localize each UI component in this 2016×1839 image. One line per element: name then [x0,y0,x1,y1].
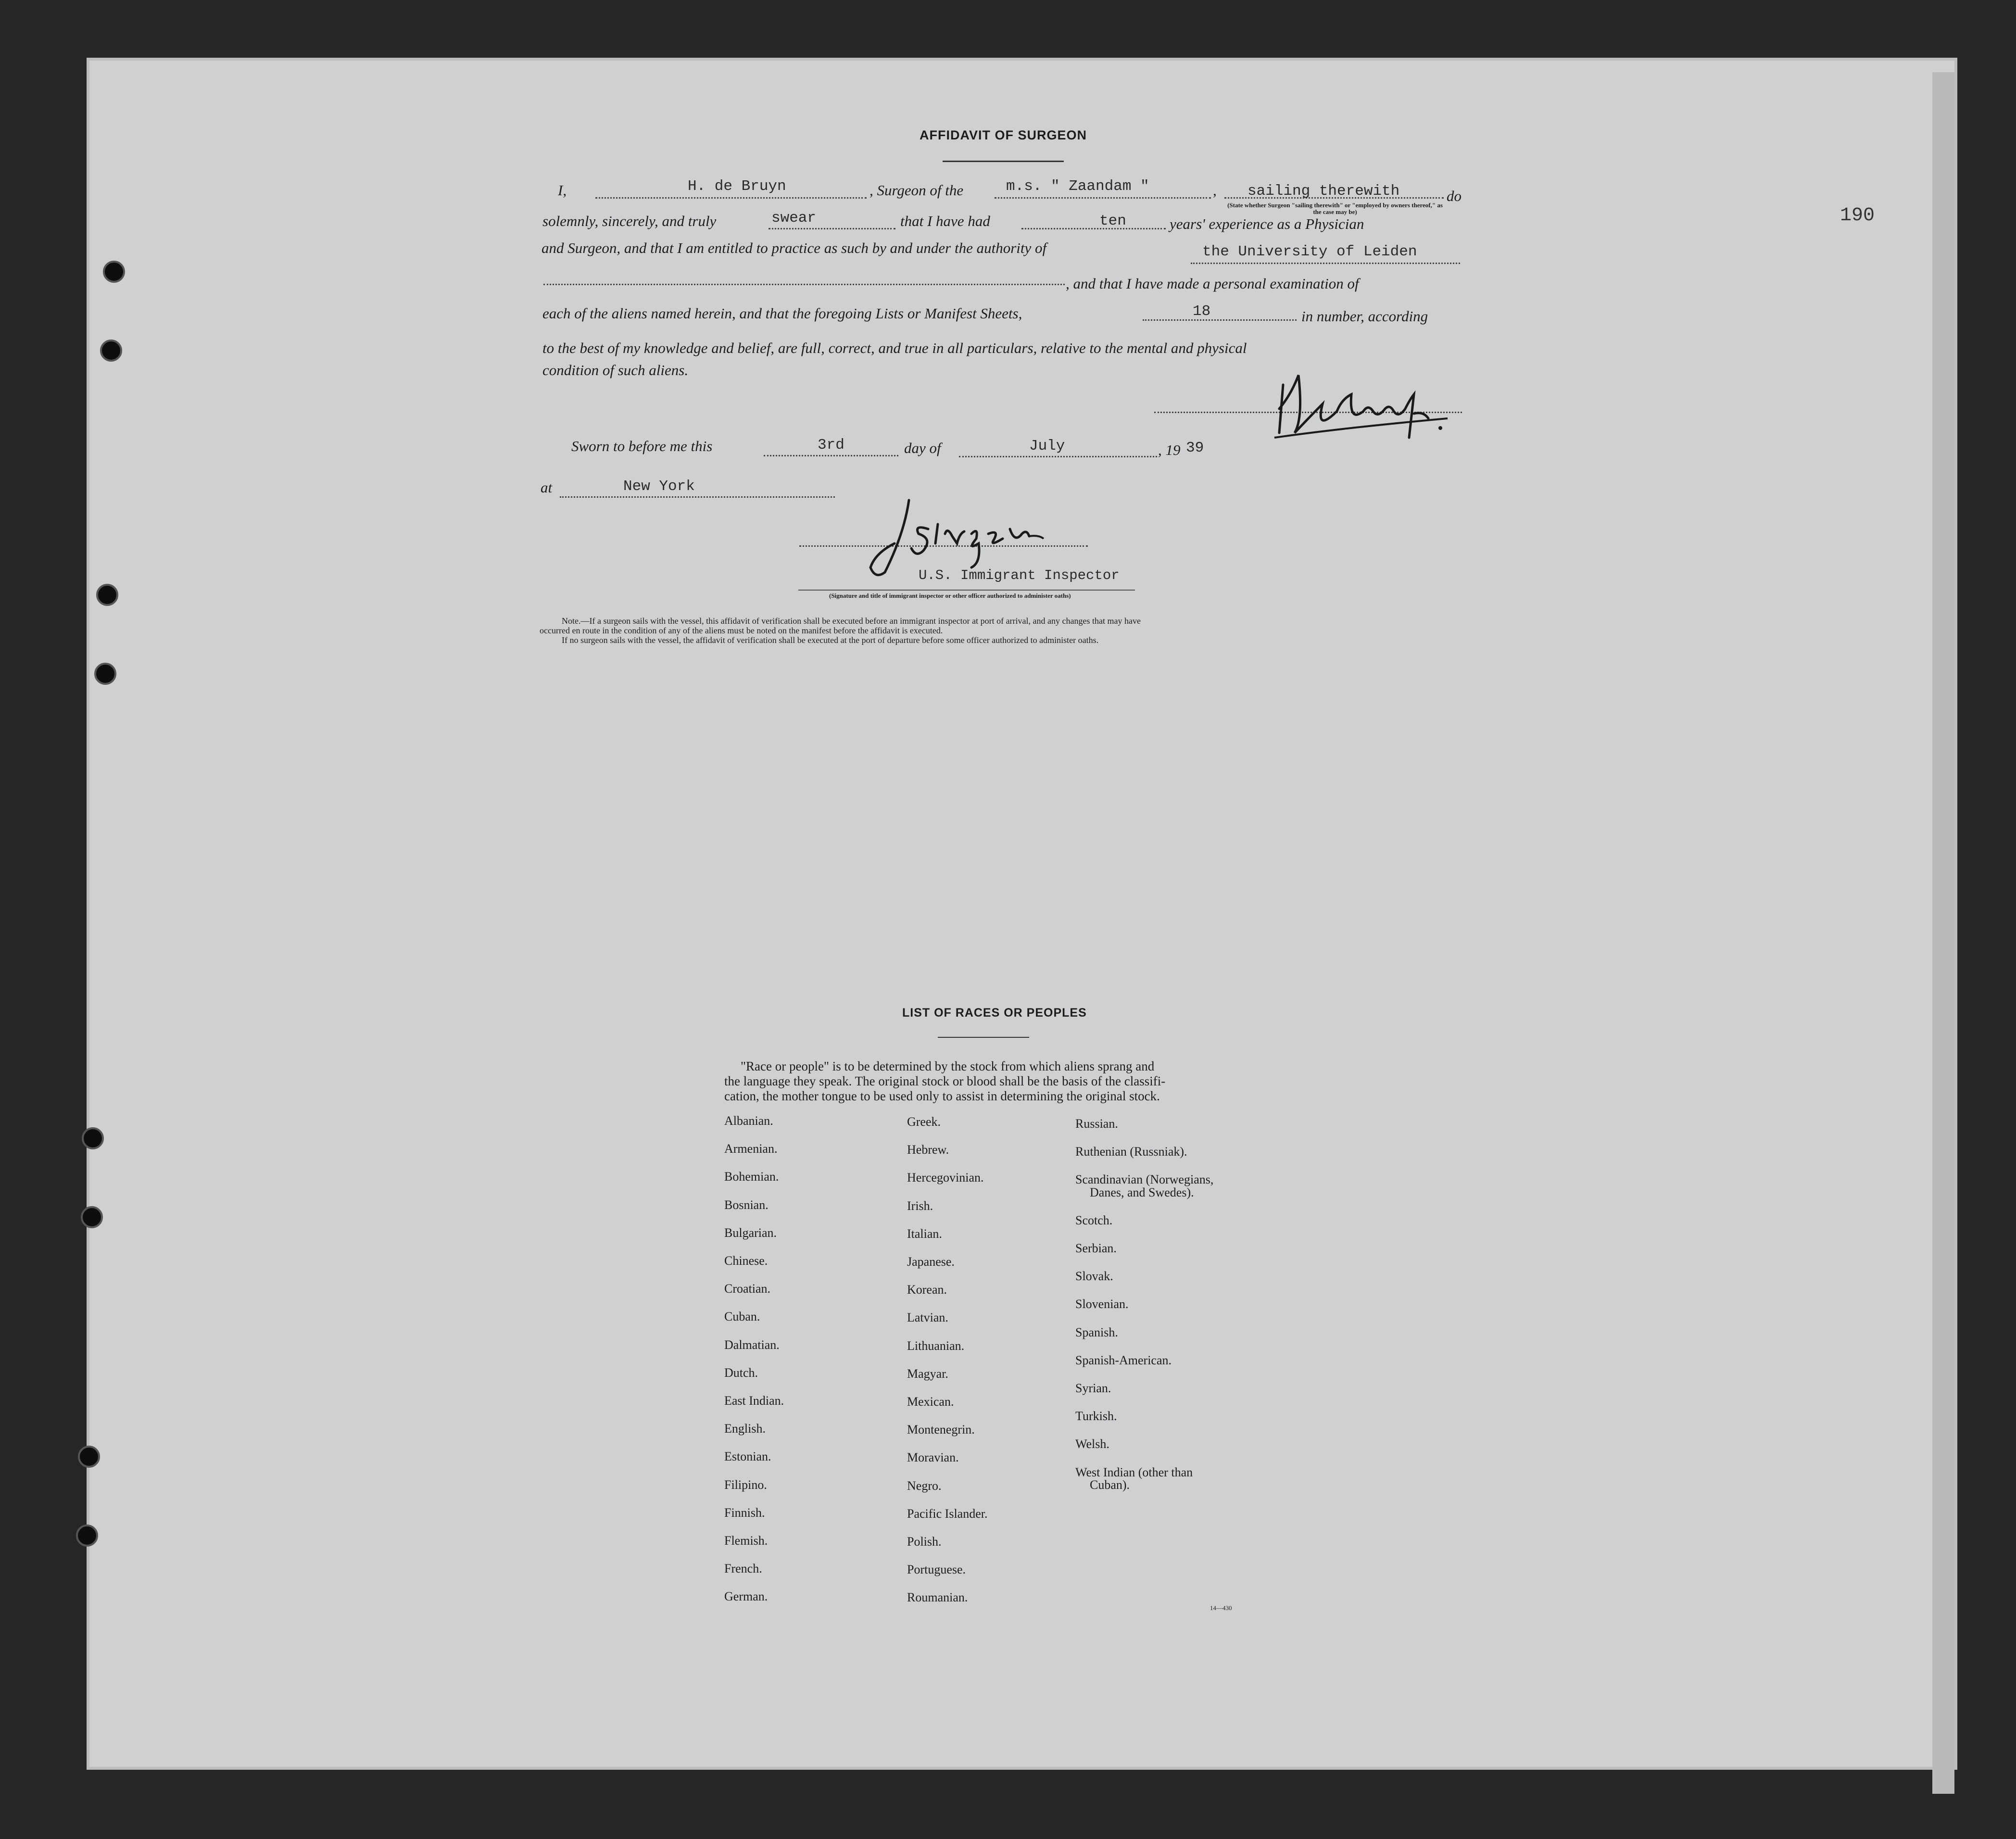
day-of-label: day of [904,440,941,456]
race-item: East Indian. [724,1394,784,1408]
race-item: Scotch. [1075,1213,1113,1227]
race-item: Armenian. [724,1142,778,1156]
race-item: Scandinavian (Norwegians, [1075,1172,1214,1186]
race-item: Portuguese. [907,1562,966,1576]
race-item: Serbian. [1075,1241,1117,1255]
race-item: Chinese. [724,1254,768,1268]
authority: the University of Leiden [1202,243,1417,260]
inspector-title: U.S. Immigrant Inspector [919,567,1120,583]
intro-line-3: cation, the mother tongue to be used only to assist in determining the original stock. [724,1089,1160,1103]
race-item: Dutch. [724,1366,758,1380]
race-item: Slovenian. [1075,1297,1129,1311]
race-item: Mexican. [907,1395,954,1409]
month-value: July [1029,438,1065,454]
year-suffix: 39 [1186,440,1204,456]
inspector-hint: (Signature and title of immigrant inspector or other officer authorized to administer oaths) [829,592,1071,599]
punch-hole [103,261,125,283]
race-item: Bosnian. [724,1198,769,1212]
punch-hole [81,1206,103,1228]
day-line [764,455,898,456]
sheets-line [1143,319,1297,321]
race-item: Slovak. [1075,1269,1113,1283]
day-value: 3rd [818,437,844,453]
oath-word: swear [771,210,817,227]
race-item: English. [724,1422,766,1436]
sailing-hint: (State whether Surgeon "sailing therewith" or "employed by owners thereof," as the case may be) [1227,202,1443,215]
race-item: Spanish-American. [1075,1353,1172,1367]
years-value: ten [1099,213,1126,229]
race-item: Croatian. [724,1282,771,1296]
inspector-title-line [798,590,1135,591]
note-line-1: Note.—If a surgeon sails with the vessel, this affidavit of verification shall be executed before an immigrant inspector at port of arrival, and any changes that may have [562,616,1141,626]
surgeon-signature [1270,365,1452,447]
races-title: LIST OF RACES OR PEOPLES [902,1006,1087,1020]
comma: , [1213,182,1217,199]
sheets-count: 18 [1193,303,1211,320]
race-item: Greek. [907,1115,941,1129]
race-item: Magyar. [907,1367,948,1381]
race-item: West Indian (other than [1075,1465,1193,1479]
race-item: Latvian. [907,1310,948,1324]
race-item: Turkish. [1075,1409,1117,1423]
personal-exam-label: , and that I have made a personal examination of [1066,275,1359,292]
sworn-label: Sworn to before me this [571,438,713,454]
race-item: German. [724,1589,768,1603]
place-line [560,496,835,498]
surgeon-name: H. de Bruyn [688,178,786,195]
at-label: at [541,479,553,496]
punch-hole [82,1127,104,1149]
years-label: years' experience as a Physician [1170,215,1364,232]
race-item: Lithuanian. [907,1339,965,1353]
race-item: Albanian. [724,1114,773,1128]
intro-line-1: "Race or people" is to be determined by the stock from which aliens sprang and [741,1059,1155,1073]
punch-hole [78,1446,100,1468]
race-item: Cuban). [1090,1478,1130,1492]
in-number-label: in number, according [1301,308,1428,325]
race-item: Ruthenian (Russniak). [1075,1145,1187,1159]
solemnly-label: solemnly, sincerely, and truly [542,213,717,229]
condition-label: condition of such aliens. [542,362,689,378]
aliens-label: each of the aliens named herein, and that the foregoing Lists or Manifest Sheets, [542,305,1022,322]
race-item: Polish. [907,1535,942,1549]
race-item: Japanese. [907,1255,955,1269]
authority-line [1191,263,1460,264]
race-item: Irish. [907,1199,933,1213]
race-item: Korean. [907,1283,947,1297]
race-item: Roumanian. [907,1590,968,1604]
race-item: Italian. [907,1227,942,1241]
punch-hole [96,584,118,606]
race-item: Bulgarian. [724,1226,777,1240]
do-label: do [1447,188,1462,204]
race-item: Danes, and Swedes). [1090,1185,1194,1199]
note-line-3: If no surgeon sails with the vessel, the affidavit of verification shall be executed at the port of departure before some officer authorized to administer oaths. [562,635,1099,645]
sailing-status: sailing therewith [1247,183,1400,200]
form-number: 14—430 [1210,1604,1232,1612]
race-item: Estonian. [724,1449,771,1463]
note-line-2: occurred en route in the condition of any of the aliens must be noted on the manifest before the affidavit is executed. [540,626,943,635]
punch-hole [94,663,116,685]
race-item: Filipino. [724,1478,767,1492]
race-item: Syrian. [1075,1381,1111,1395]
page-edge [1932,72,1954,1794]
belief-label: to the best of my knowledge and belief, are full, correct, and true in all particulars, relative to the mental and physical [542,340,1247,356]
surgeon-line-label: and Surgeon, and that I am entitled to practice as such by and under the authority of [542,239,1047,256]
page-number: 190 [1840,205,1875,227]
month-line [959,456,1157,457]
race-item: Hebrew. [907,1143,949,1157]
race-item: Montenegrin. [907,1423,975,1436]
race-item: Moravian. [907,1450,959,1464]
surgeon-of-label: , Surgeon of the [869,182,964,199]
name-line [595,197,867,199]
race-item: French. [724,1562,762,1575]
race-item: Cuban. [724,1310,760,1323]
races-title-underline [938,1037,1029,1038]
race-item: Bohemian. [724,1170,779,1184]
race-item: Spanish. [1075,1325,1118,1339]
race-item: Hercegovinian. [907,1171,984,1184]
title-underline [943,161,1064,162]
place: New York [623,478,695,495]
race-item: Dalmatian. [724,1338,780,1352]
race-item: Welsh. [1075,1437,1109,1451]
ship-line [995,197,1211,199]
race-item: Pacific Islander. [907,1507,988,1521]
years-line [1021,228,1166,229]
intro-line-2: the language they speak. The original stock or blood shall be the basis of the classifi- [724,1074,1166,1088]
race-item: Flemish. [724,1534,768,1548]
ship-name: m.s. " Zaandam " [1006,178,1149,195]
race-item: Negro. [907,1479,942,1493]
i-label: I, [558,182,567,199]
punch-hole [76,1524,98,1547]
year-prefix: , 19 [1158,441,1181,458]
affidavit-title: AFFIDAVIT OF SURGEON [920,128,1087,142]
have-had-label: that I have had [900,213,990,229]
race-item: Russian. [1075,1117,1118,1131]
authority-line-2 [543,284,1065,285]
oath-line [769,228,895,229]
punch-hole [100,340,122,362]
race-item: Finnish. [724,1506,765,1520]
